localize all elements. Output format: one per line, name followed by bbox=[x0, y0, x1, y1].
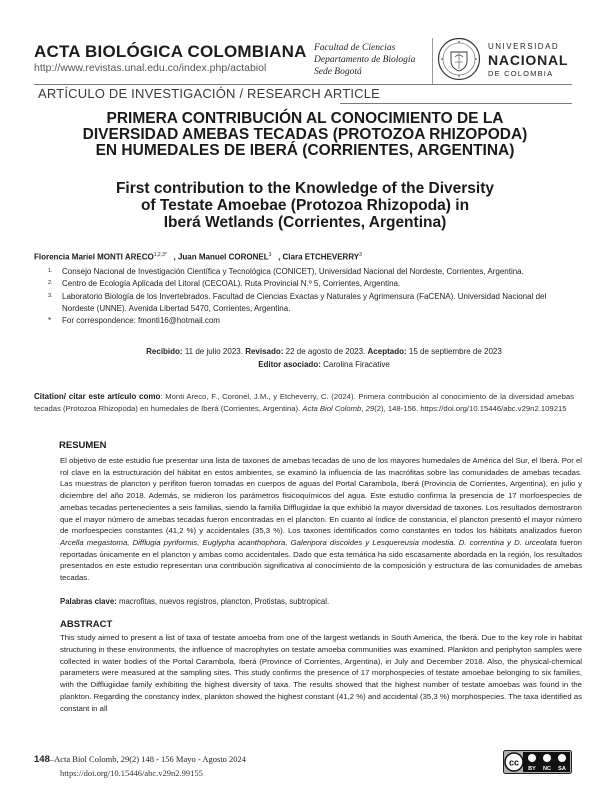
page-number: 148 bbox=[34, 754, 50, 765]
affiliation-number: 1. bbox=[48, 268, 53, 274]
resumen-taxa: Arcella megastoma, Difflugia pyriformis, Euglypha acanthophora, Galeripora discoides y Lesquereusia modestia. D. correntina y D. urceolata bbox=[60, 537, 557, 547]
affiliation-number: 2. bbox=[48, 280, 53, 287]
title-spanish bbox=[38, 111, 572, 159]
affiliation-text: Laboratorio Biología de los Invertebrados. Facultad de Ciencias Exactas y Naturales y Agrimensura (FaCENA). Universidad Nacional del Nordeste (UNNE). Avenida Libertad 5470, Corrientes, Argentina. bbox=[62, 291, 547, 313]
title-spanish-line: PRIMERA CONTRIBUCIÓN AL CONOCIMIENTO DE LA bbox=[106, 110, 504, 127]
affiliation-text: Centro de Ecología Aplicada del Litoral (CECOAL). Ruta Provincial N.º 5, Corrientes, Argentina. bbox=[62, 279, 401, 289]
citation-sep: , bbox=[361, 404, 366, 414]
footer-journal: Acta Biol Colomb, 29(2) 148 - 156 Mayo - Agosto 2024 bbox=[54, 754, 247, 764]
keywords bbox=[60, 597, 582, 606]
received-label: Recibido: bbox=[146, 347, 183, 356]
affiliation-item bbox=[48, 291, 572, 316]
university-line-1: UNIVERSIDAD bbox=[488, 42, 560, 51]
title-english-line: Iberá Wetlands (Corrientes, Argentina) bbox=[163, 214, 447, 231]
author-affiliation-mark: 3 bbox=[268, 252, 272, 258]
affiliation-number: 3. bbox=[48, 292, 53, 299]
abstract-heading: ABSTRACT bbox=[60, 619, 113, 630]
title-english-line: of Testate Amoebae (Protozoa Rhizopoda) in bbox=[140, 197, 470, 214]
author-affiliation-mark: 3 bbox=[359, 252, 362, 258]
author-list: Florencia Mariel MONTI $ARECO^{1,2,3*}$ , Juan Manuel CORONEL$^3$ , Clara ETCHEVERRY$^3$ bbox=[34, 252, 362, 262]
footer-journal-line: 148–Acta Biol Colomb, 29(2) 148 - 156 Mayo - Agosto 2024 bbox=[34, 754, 247, 765]
accepted-label: Aceptado: bbox=[367, 347, 407, 356]
accepted-date: 15 de septiembre de 2023 bbox=[408, 347, 502, 356]
author-name: Clara ETCHEVERRY bbox=[282, 252, 360, 262]
journal-title: ACTA BIOLÓGICA COLOMBIANA bbox=[34, 42, 307, 61]
article-type-underline bbox=[340, 103, 572, 104]
affiliation-item bbox=[48, 278, 572, 290]
received-date: 11 de julio 2023. bbox=[184, 347, 243, 356]
citation-text: : Monti Areco, F., Coronel, J.M., y Etcheverry, C. (2024). Primera contribución al conocimiento de la diversidad amebas tecadas (Protozoa Rhizopoda) en humedales de Iberá (Corrientes, Argentina). bbox=[34, 392, 575, 414]
affiliation-list bbox=[48, 266, 572, 327]
citation-volume: 29 bbox=[365, 404, 375, 414]
university-seal-icon bbox=[437, 37, 481, 81]
university-line-3: DE COLOMBIA bbox=[488, 69, 554, 78]
resumen-text bbox=[60, 455, 582, 584]
faculty-line: Facultad de Ciencias bbox=[314, 43, 396, 53]
citation-label: Citation/ citar este artículo como bbox=[34, 392, 161, 401]
cc-license-icon[interactable] bbox=[503, 750, 572, 774]
revised-date: 22 de agosto de 2023. bbox=[285, 347, 366, 356]
editor-name: Carolina Firacative bbox=[323, 360, 390, 369]
title-spanish-line: DIVERSIDAD AMEBAS TECADAS (PROTOZOA RHIZOPODA) bbox=[82, 126, 528, 143]
cc-nc: NC bbox=[543, 766, 551, 772]
faculty-block bbox=[314, 42, 415, 78]
author-name: Juan Manuel CORONEL bbox=[177, 252, 269, 262]
associate-editor bbox=[34, 360, 609, 369]
editor-label: Editor asociado: bbox=[258, 360, 321, 369]
campus-line: Sede Bogotá bbox=[314, 67, 362, 77]
article-dates bbox=[34, 347, 609, 356]
journal-url[interactable]: http://www.revistas.unal.edu.co/index.php/actabiol bbox=[34, 62, 267, 74]
title-spanish-line: EN HUMEDALES DE IBERÁ (CORRIENTES, ARGENTINA) bbox=[95, 142, 515, 159]
header-divider bbox=[432, 38, 433, 84]
cc-by: BY bbox=[528, 766, 536, 772]
cc-sa: SA bbox=[558, 766, 566, 772]
department-line: Departamento de Biología bbox=[314, 55, 416, 65]
keywords-text: macrofitas, nuevos registros, plancton, Protistas, subtropical. bbox=[116, 597, 330, 606]
revised-label: Revisado: bbox=[245, 347, 284, 356]
footer-doi[interactable]: https://doi.org/10.15446/abc.v29n2.99155 bbox=[60, 768, 203, 778]
university-wordmark bbox=[488, 42, 568, 78]
correspondence-mark: * bbox=[48, 316, 52, 326]
citation-doi[interactable]: (2), 148-156. https://doi.org/10.15446/abc.v29n2.109215 bbox=[374, 404, 567, 414]
author-name: Florencia Mariel MONTI ARECO bbox=[34, 252, 154, 262]
university-line-2: NACIONAL bbox=[488, 52, 569, 68]
author-affiliation-mark: 1,2,3* bbox=[153, 252, 167, 258]
citation-block bbox=[34, 391, 574, 416]
title-english-line: First contribution to the Knowledge of the Diversity bbox=[115, 180, 495, 197]
abstract-text: This study aimed to present a list of taxa of testate amoeba from one of the largest wetlands in South America, the Iberá. Due to the key role in habitat structuring in these environments, the influence of macrophytes on testate amoeba communities was examined. Plankton and periphyton samples were collected in water bodies of the Portal Carambola, Iberá (Province of Corrientes, Argentina), in July and December 2018. Also, the physical-chemical parameters were measured at the sampling sites. This study confirms the presence of 17 morphospecies of testate amoebae belonging to six families, with the Difflugiidae family exhibiting the highest diversity of taxa. The results showed that the highest number of testate amoebas was found in the plankton. Regarding the constancy index, plankton showed the highest constant (41,2 %) and accidental (35,3 %) morphospecies. The taxa identified as constant in all bbox=[60, 633, 582, 713]
cc-mark: cc bbox=[508, 757, 520, 768]
citation-journal: Acta Biol Colomb bbox=[302, 404, 362, 414]
correspondence bbox=[48, 315, 572, 327]
title-english bbox=[38, 180, 572, 231]
affiliation-text: Consejo Nacional de Investigación Científica y Tecnológica (CONICET), Universidad Nacional del Nordeste, Corrientes, Argentina. bbox=[62, 267, 524, 276]
resumen-body: El objetivo de este estudio fue presentar una lista de taxones de amebas tecadas de uno de los mayores humedales de América del Sur, el Iberá. Por el rol clave en la estructuración del hábitat en estos ambientes, se examinó la influencia de las macrófitas sobre las comunidades de amebas tecadas. Las muestras de plancton y perifiton fueron tomadas en cuerpos de aguas del Portal Carambola, Iberá (Provincia de Corrientes, Argentina), en julio y diciembre del año 2018. Además, se midieron los parámetros fisicoquímicos del agua. Este estudio confirma la presencia de 17 morfoespecies de amebas tecadas pertenecientes a seis familias, siendo la familia Difflugiidae la que exhibió la mayor diversidad de taxones. Los resultados demostraron que el mayor número de amebas tecadas fueron encontradas en el plancton. En cuanto al índice de constancia, el plancton presentó el mayor número de morfoespecies constantes (41,2 %) y accidentales (35,3 %). Los taxones identificados como constantes en todos los hábitats analizados fueron bbox=[60, 456, 582, 536]
keywords-label: Palabras clave: bbox=[60, 597, 117, 606]
article-type: ARTÍCULO DE INVESTIGACIÓN / RESEARCH ARTICLE bbox=[38, 86, 381, 101]
correspondence-text[interactable]: For correspondence: fmonti16@hotmail.com bbox=[62, 316, 220, 326]
resumen-heading: RESUMEN bbox=[59, 440, 107, 451]
resumen-body-end: fueron reportadas únicamente en el plancton y ambas como accidentales. Dado que esta temática ha sido escasamente abordada en la región, los resultados presentados en este estudio representan una contribución significativa al conocimiento de la composición y estructura de las comunidades de amebas tecadas. bbox=[60, 537, 582, 583]
affiliation-item bbox=[48, 266, 572, 278]
